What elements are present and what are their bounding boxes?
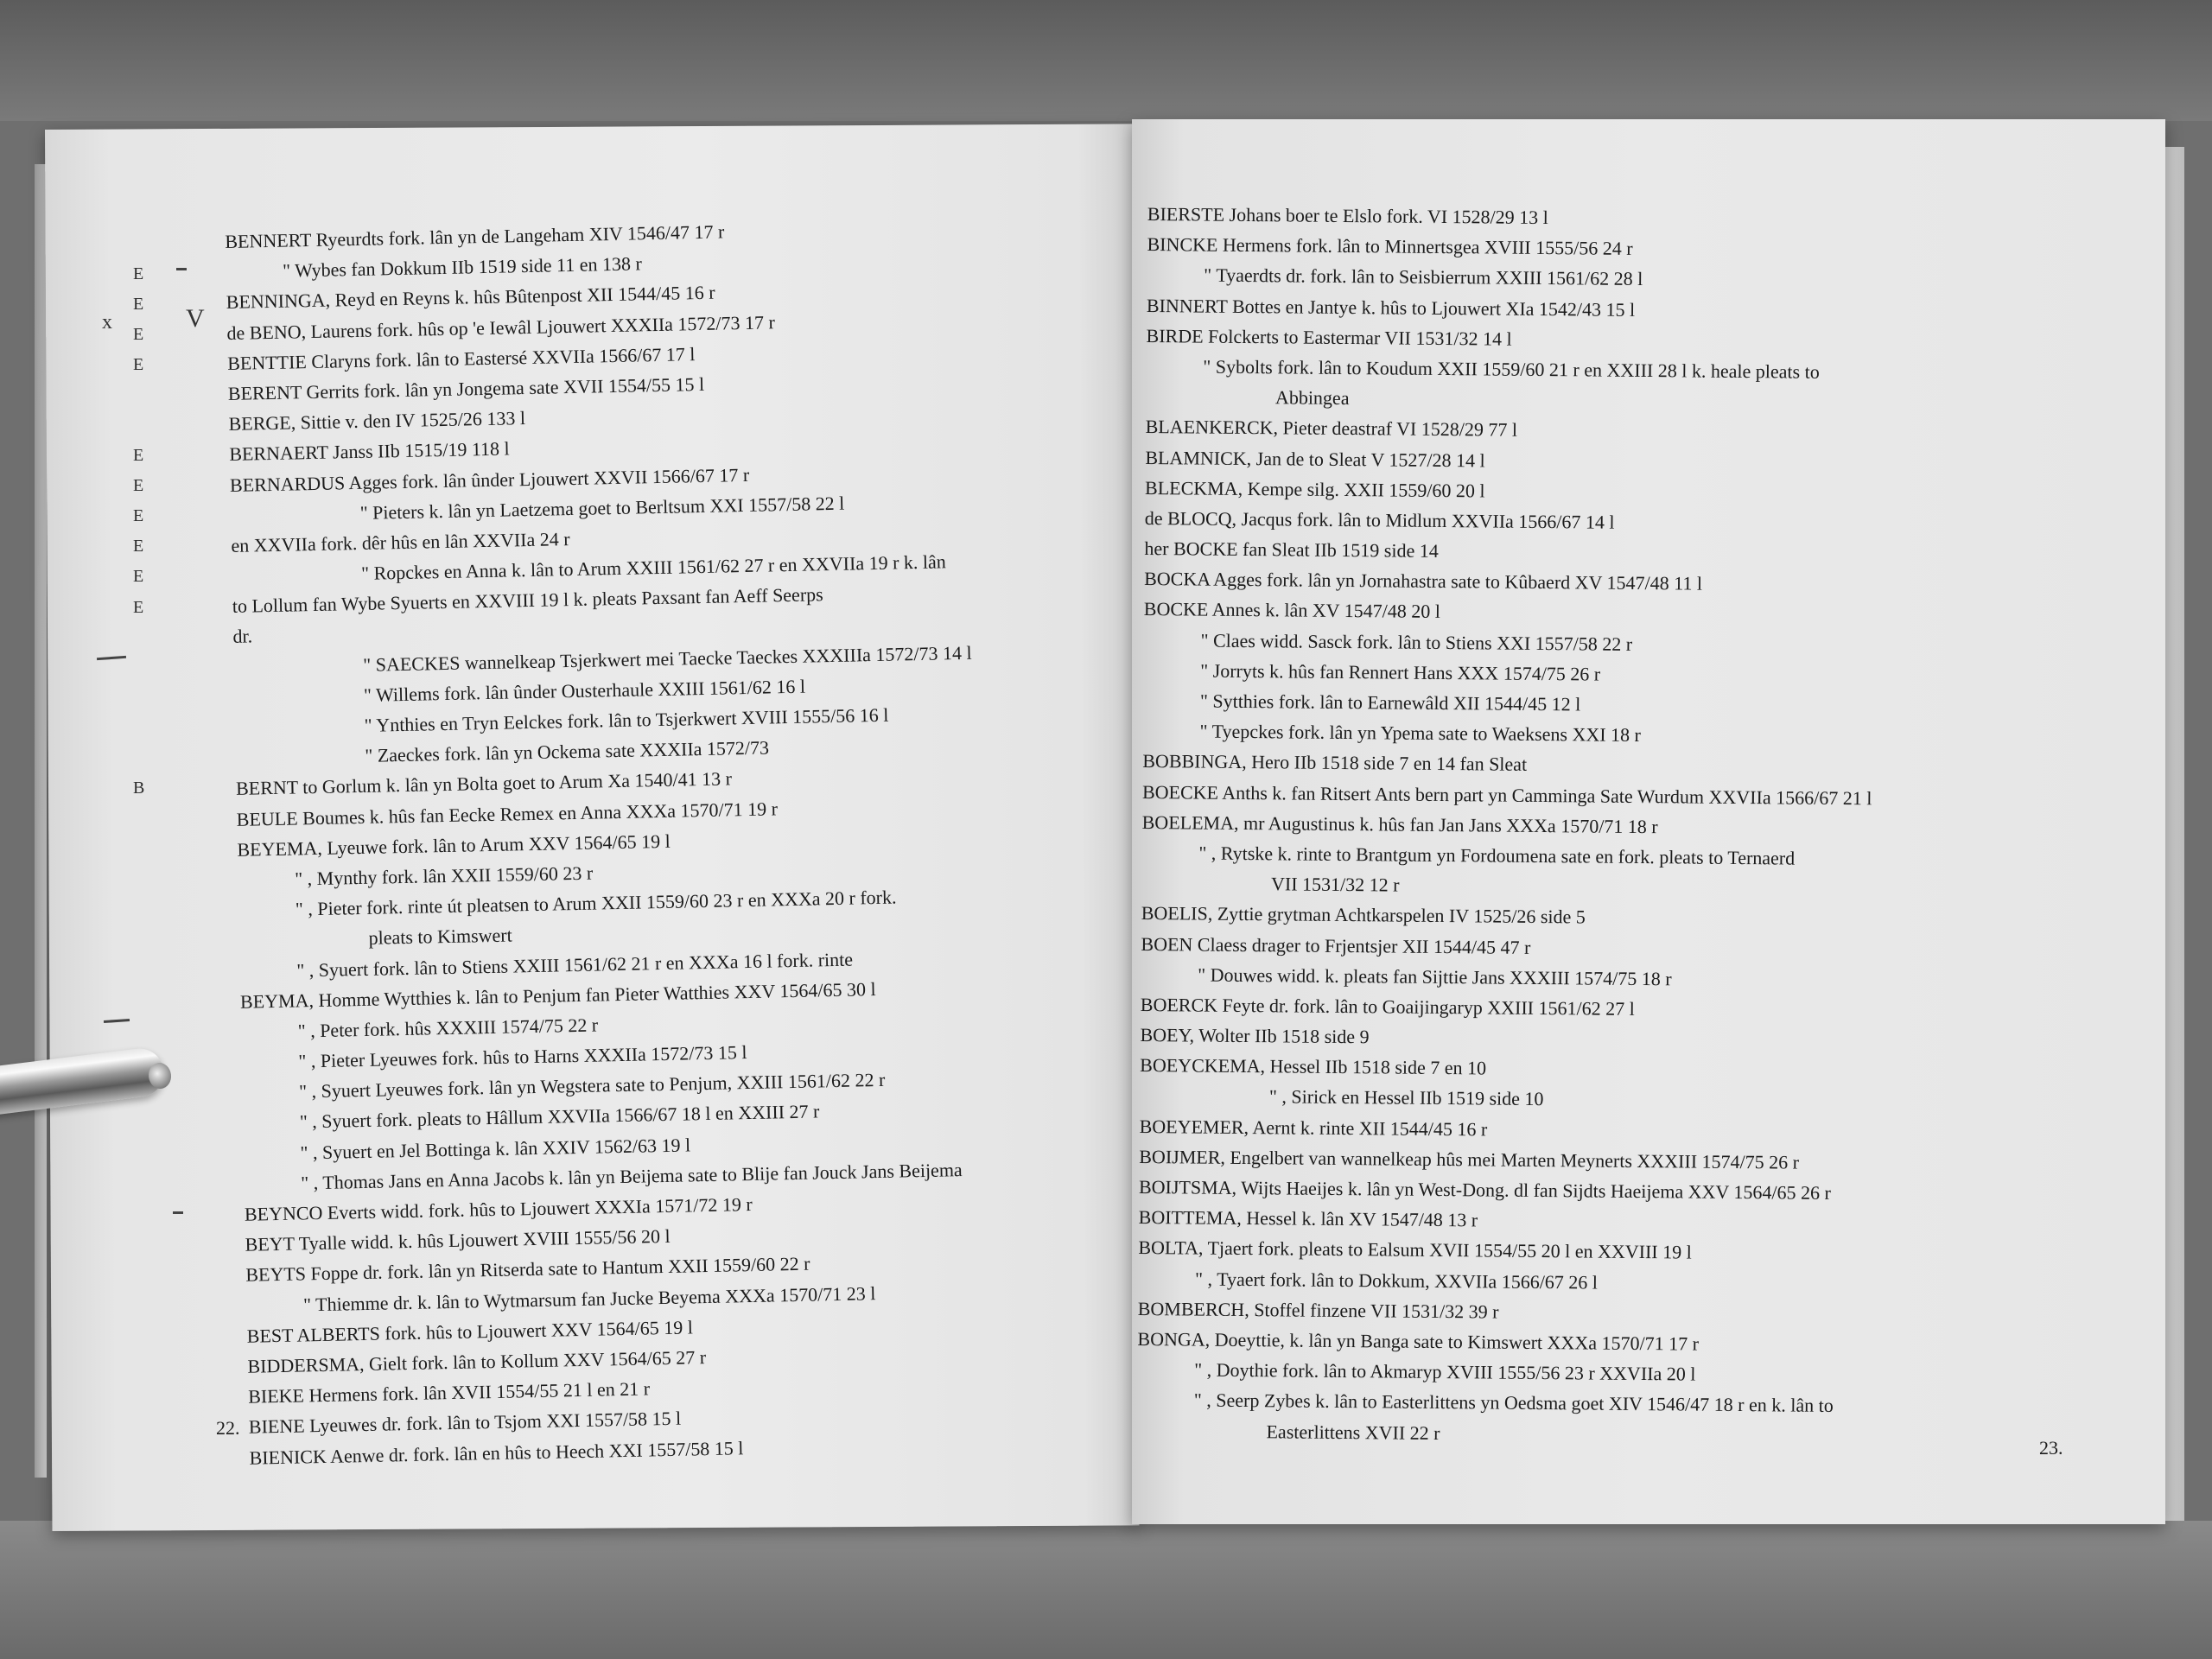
entry-line: de BENO, Laurens fork. hûs op 'e Iewâl Ljouwert XXXIIa 1572/73 17 r — [226, 310, 776, 344]
entry-line: " , Rytske k. rinte to Brantgum yn Fordoumena sate en fork. pleats to Ternaerd — [1198, 842, 1796, 869]
entry-line: BOITTEMA, Hessel k. lân XV 1547/48 13 r — [1138, 1206, 1478, 1231]
page-number-right: 23. — [2039, 1437, 2063, 1459]
entry-line: " Ropckes en Anna k. lân to Arum XXIII 1561/62 27 r en XXVIIa 19 r k. lân — [360, 550, 947, 584]
entry-line: BENTTIE Claryns fork. lân to Eastersé XXVIIa 1566/67 17 l — [226, 342, 696, 374]
entry-line: BIEKE Hermens fork. lân XVII 1554/55 21 l en 21 r — [247, 1377, 651, 1408]
entry-line: " Douwes widd. k. pleats fan Sijttie Jans XXXIII 1574/75 18 r — [1198, 963, 1672, 990]
entry-line: " , Pieter Lyeuwes fork. hûs to Harns XXXIIa 1572/73 15 l — [298, 1041, 747, 1072]
entry-line: " Thiemme dr. k. lân to Wytmarsum fan Jucke Beyema XXXa 1570/71 23 l — [302, 1281, 876, 1315]
entry-line: BOERCK Feyte dr. fork. lân to Goaijingaryp XXIII 1561/62 27 l — [1140, 993, 1635, 1020]
entry-line: BLAMNICK, Jan de to Sleat V 1527/28 14 l — [1145, 446, 1485, 471]
entry-line: " Pieters k. lân yn Laetzema goet to Berltsum XXI 1557/58 22 l — [359, 492, 845, 524]
gutter-letter: E — [133, 325, 144, 344]
entry-line: BOBBINGA, Hero IIb 1518 side 7 en 14 fan Sleat — [1142, 750, 1528, 776]
entry-line: BIENICK Aenwe dr. fork. lân en hûs to Heech XXI 1557/58 15 l — [249, 1436, 744, 1469]
entry-line: " Zaeckes fork. lân yn Ockema sate XXXIIa 1572/73 — [365, 736, 770, 767]
gutter-letter: E — [133, 537, 144, 556]
gutter-letter: E — [133, 567, 144, 586]
page-number-left: 22. — [216, 1417, 240, 1439]
entry-line: BIENE Lyeuwes dr. fork. lân to Tsjom XXI 1557/58 15 l — [248, 1407, 682, 1439]
entry-line: BENNERT Ryeurdts fork. lân yn de Langeham XIV 1546/47 17 r — [225, 220, 725, 252]
entry-line: Easterlittens XVII 22 r — [1266, 1420, 1440, 1444]
entry-line: " Tyepckes fork. lân yn Ypema sate to Waeksens XXI 18 r — [1199, 720, 1642, 747]
entry-line: BINNERT Bottes en Jantye k. hûs to Ljouwert XIa 1542/43 15 l — [1146, 294, 1636, 321]
entry-line: BEULE Boumes k. hûs fan Eecke Remex en Anna XXXa 1570/71 19 r — [236, 797, 779, 830]
entry-line: " SAECKES wannelkeap Tsjerkwert mei Taecke Taeckes XXXIIIa 1572/73 14 l — [362, 641, 972, 676]
gutter-letter: E — [133, 506, 144, 525]
entry-line: en XXVIIa fork. dêr hûs en lân XXVIIa 24 r — [231, 527, 570, 556]
gutter-letter: E — [133, 598, 144, 617]
entry-line: BOIJMER, Engelbert van wannelkeap hûs mei Marten Meynerts XXXIII 1574/75 26 r — [1139, 1145, 1800, 1173]
right-page-entries — [1136, 199, 1877, 1452]
margin-mark-v: V — [186, 304, 205, 333]
entry-line: " , Doythie fork. lân to Akmaryp XVIII 1555/56 23 r XXVIIa 20 l — [1194, 1358, 1696, 1385]
entry-line: BIERSTE Johans boer te Elslo fork. VI 1528/29 13 l — [1147, 202, 1548, 229]
entry-line: BOEN Claess drager to Frjentsjer XII 1544/45 47 r — [1141, 932, 1531, 958]
entry-line: dr. — [232, 625, 253, 648]
entry-line: " Jorryts k. hûs fan Rennert Hans XXX 1574/75 26 r — [1200, 659, 1601, 685]
entry-line: VII 1531/32 12 r — [1270, 873, 1400, 896]
entry-line: " , Syuert fork. pleats to Hâllum XXVIIa 1566/67 18 l en XXIII 27 r — [299, 1100, 820, 1133]
entry-line: BOIJTSMA, Wijts Haeijes k. lân yn West-Dong. dl fan Sijdts Haeijema XXV 1564/65 26 r — [1138, 1175, 1831, 1204]
entry-line: BOEYEMER, Aernt k. rinte XII 1544/45 16 r — [1139, 1115, 1488, 1141]
margin-mark-x: x — [102, 311, 112, 334]
entry-line: BOLTA, Tjaert fork. pleats to Ealsum XVII 1554/55 20 l en XXVIII 19 l — [1138, 1236, 1692, 1263]
entry-line: BOCKA Agges fork. lân yn Jornahastra sate to Kûbaerd XV 1547/48 11 l — [1144, 568, 1703, 594]
entry-line: " Wybes fan Dokkum IIb 1519 side 11 en 138 r — [282, 252, 643, 282]
entry-line: " , Peter fork. hûs XXXIII 1574/75 22 r — [297, 1014, 599, 1042]
entry-line: " , Thomas Jans en Anna Jacobs k. lân yn Beijema sate to Blije fan Jouck Jans Beijema — [300, 1158, 963, 1194]
entry-line: pleats to Kimswert — [368, 924, 512, 950]
entry-line: BOCKE Annes k. lân XV 1547/48 20 l — [1143, 598, 1440, 623]
entry-line: BEYEMA, Lyeuwe fork. lân to Arum XXV 1564/65 19 l — [237, 830, 671, 861]
gutter-letter: E — [133, 355, 144, 374]
entry-line: BOEYCKEMA, Hessel IIb 1518 side 7 en 10 — [1140, 1054, 1487, 1079]
background-top — [0, 0, 2212, 121]
entry-line: " Sytthies fork. lân to Earnewâld XII 1544/45 12 l — [1199, 690, 1581, 715]
entry-line: " , Syuert Lyeuwes fork. lân yn Wegstera sate to Penjum, XXIII 1561/62 22 r — [298, 1069, 886, 1103]
entry-line: " Ynthies en Tryn Eelckes fork. lân to Tsjerkwert XVIII 1555/56 16 l — [364, 703, 889, 736]
entry-line: BERGE, Sittie v. den IV 1525/26 133 l — [228, 407, 526, 435]
entry-line: " Willems fork. lân ûnder Ousterhaule XXIII 1561/62 16 l — [363, 675, 806, 706]
entry-line: " Claes widd. Sasck fork. lân to Stiens XXI 1557/58 22 r — [1200, 629, 1633, 655]
entry-line: " , Tyaert fork. lân to Dokkum, XXVIIa 1566/67 26 l — [1194, 1268, 1599, 1294]
entry-line: " , Seerp Zybes k. lân to Easterlittens yn Oedsma goet XIV 1546/47 18 r en k. lân to — [1193, 1389, 1834, 1417]
entry-line: " , Sirick en Hessel IIb 1519 side 10 — [1268, 1085, 1544, 1110]
entry-line: BLAENKERCK, Pieter deastraf VI 1528/29 77 l — [1145, 416, 1518, 442]
entry-line: BEST ALBERTS fork. hûs to Ljouwert XXV 1564/65 19 l — [246, 1316, 694, 1347]
margin-dash — [173, 1211, 183, 1214]
entry-line: BOELIS, Zyttie grytman Achtkarspelen IV 1525/26 side 5 — [1141, 902, 1586, 928]
entry-line: BIRDE Folckerts to Eastermar VII 1531/32 14 l — [1146, 324, 1512, 350]
entry-line: BERNAERT Janss IIb 1515/19 118 l — [229, 437, 510, 466]
entry-line: BOMBERCH, Stoffel finzene VII 1531/32 39 r — [1137, 1297, 1499, 1323]
entry-line: " , Syuert fork. lân to Stiens XXIII 1561/62 21 r en XXXa 16 l fork. rinte — [296, 948, 854, 981]
entry-line: BINCKE Hermens fork. lân to Minnertsgea XVIII 1555/56 24 r — [1147, 233, 1633, 260]
entry-line: BEYMA, Homme Wytthies k. lân to Penjum fan Pieter Watthies XXV 1564/65 30 l — [239, 977, 876, 1013]
entry-line: BIDDERSMA, Gielt fork. lân to Kollum XXV 1564/65 27 r — [247, 1346, 707, 1377]
entry-line: BOELEMA, mr Augustinus k. hûs fan Jan Jans XXXa 1570/71 18 r — [1141, 810, 1658, 837]
entry-line: " Tyaerdts dr. fork. lân to Seisbierrum XXIII 1561/62 28 l — [1204, 264, 1643, 290]
gutter-letter: B — [133, 779, 145, 798]
entry-line: de BLOCQ, Jacqus fork. lân to Midlum XXVIIa 1566/67 14 l — [1144, 506, 1615, 533]
background-bottom — [0, 1521, 2212, 1659]
entry-line: BLECKMA, Kempe silg. XXII 1559/60 20 l — [1144, 476, 1485, 502]
entry-line: " , Pieter fork. rinte út pleatsen to Arum XXII 1559/60 23 r en XXXa 20 r fork. — [295, 886, 897, 920]
entry-line: BERNT to Gorlum k. lân yn Bolta goet to Arum Xa 1540/41 13 r — [235, 767, 733, 800]
entry-line: BONGA, Doeyttie, k. lân yn Banga sate to Kimswert XXXa 1570/71 17 r — [1137, 1327, 1700, 1355]
entry-line: BEYT Tyalle widd. k. hûs Ljouwert XVIII 1555/56 20 l — [245, 1225, 671, 1255]
entry-line: BEYNCO Everts widd. fork. hûs to Ljouwert XXXIa 1571/72 19 r — [244, 1192, 753, 1225]
entry-line: to Lollum fan Wybe Syuerts en XXVIII 19 l k. pleats Paxsant fan Aeff Seerps — [232, 583, 823, 618]
gutter-letter: E — [133, 446, 144, 465]
gutter-letter: E — [133, 264, 144, 283]
gutter-letter: E — [133, 476, 144, 495]
entry-line: Abbingea — [1274, 386, 1350, 410]
entry-line: " Sybolts fork. lân to Koudum XXII 1559/60 21 r en XXIII 28 l k. heale pleats to — [1203, 355, 1820, 383]
entry-line: BERENT Gerrits fork. lân yn Jongema sate XVII 1554/55 15 l — [227, 372, 705, 404]
gutter-letter: E — [133, 295, 144, 314]
entry-line: her BOCKE fan Sleat IIb 1519 side 14 — [1144, 537, 1439, 563]
entry-line: BOECKE Anths k. fan Ritsert Ants bern part yn Camminga Sate Wurdum XXVIIa 1566/67 21 l — [1141, 780, 1872, 809]
left-page-entries — [225, 212, 988, 1473]
entry-line: " , Syuert en Jel Bottinga k. lân XXIV 1562/63 19 l — [300, 1134, 691, 1164]
entry-line: " , Mynthy fork. lân XXII 1559/60 23 r — [294, 861, 594, 890]
entry-line: BOEY, Wolter IIb 1518 side 9 — [1140, 1024, 1370, 1048]
entry-line: BERNARDUS Agges fork. lân ûnder Ljouwert XXVII 1566/67 17 r — [229, 463, 750, 496]
margin-dash — [176, 268, 187, 270]
previous-page-edge — [35, 164, 47, 1478]
entry-line: BEYTS Foppe dr. fork. lân yn Ritserda sate to Hantum XXII 1559/60 22 r — [245, 1253, 810, 1287]
entry-line: BENNINGA, Reyd en Reyns k. hûs Bûtenpost XII 1544/45 16 r — [226, 282, 715, 314]
